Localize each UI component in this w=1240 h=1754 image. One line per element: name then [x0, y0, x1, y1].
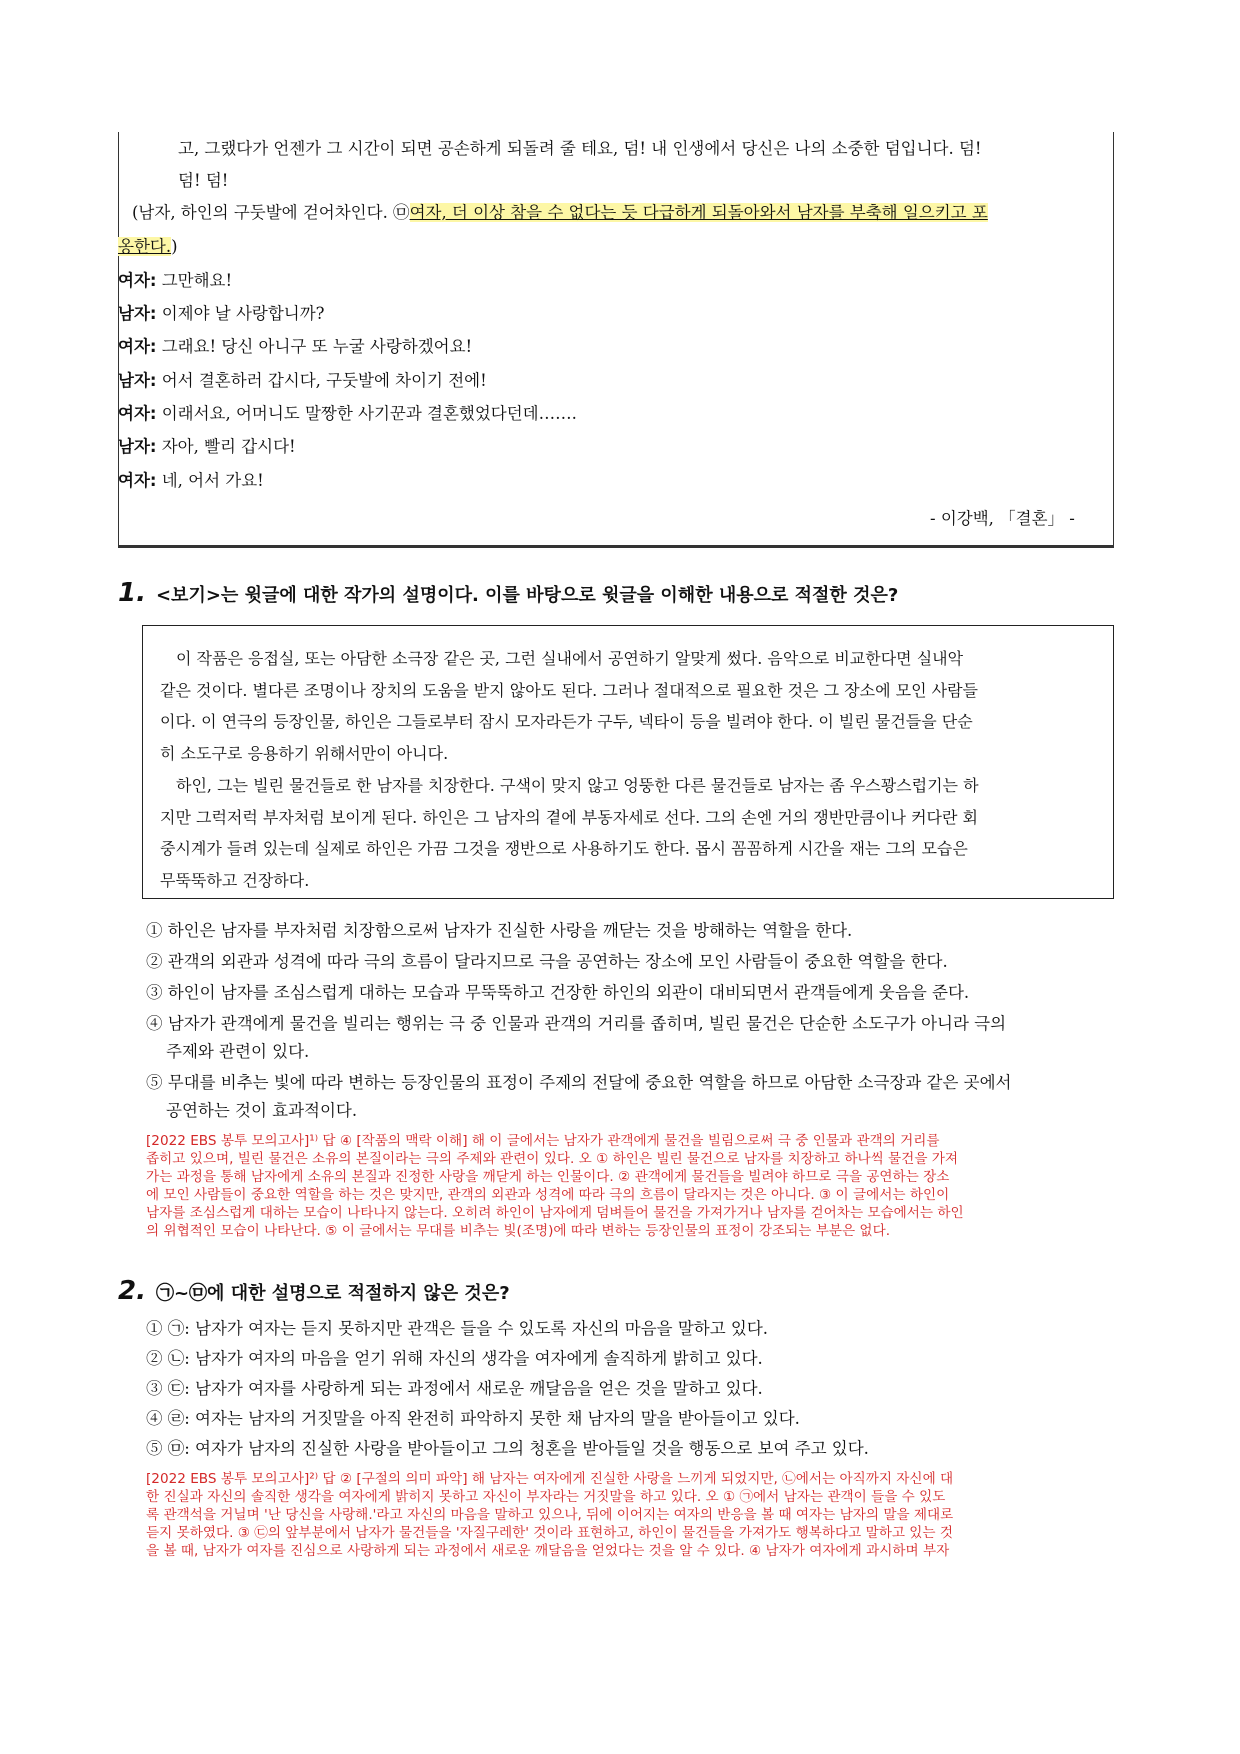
dialogue-line: 여자: 그래요! 당신 아니구 또 누굴 사랑하겠어요! [118, 337, 473, 356]
q2-explanation-line: 록 관객석을 거닐며 '난 당신을 사랑해.'라고 자신의 마음을 말하고 있으나, 뒤에 이어지는 여자의 반응을 볼 때 여자는 남자의 말을 제대로 [146, 1507, 954, 1523]
question-1-stem: 1. <보기>는 윗글에 대한 작가의 설명이다. 이를 바탕으로 윗글을 이해한 내용으로 적절한 것은? [118, 578, 899, 608]
q2-explanation-line: [2022 EBS 봉투 모의고사]²⁾ 답 ② [구절의 의미 파악] 해 남자는 여자에게 진실한 사랑을 느끼게 되었지만, ㉡에서는 아직까지 자신에 대 [146, 1471, 954, 1487]
bogi-line: 무뚝뚝하고 건장하다. [160, 871, 310, 890]
q2-explanation-line: 듣지 못하였다. ③ ㉢의 앞부분에서 남자가 물건들을 '자질구레한' 것이라 표현하고, 하인이 물건들을 가져가도 행복하다고 말하고 있는 것 [146, 1525, 954, 1541]
highlighted-stage-direction: 여자, 더 이상 참을 수 없다는 듯 다급하게 되돌아와서 남자를 부축해 일으키고 포 [409, 203, 988, 222]
dialogue-line: 남자: 어서 결혼하러 갑시다, 구둣발에 차이기 전에! [118, 371, 487, 390]
bogi-line: 지만 그럭저럭 부자처럼 보이게 된다. 하인은 그 남자의 곁에 부동자세로 선다. 그의 손엔 거의 쟁반만큼이나 커다란 회 [160, 808, 978, 827]
bogi-line: 같은 것이다. 별다른 조명이나 장치의 도움을 받지 않아도 된다. 그러나 절대적으로 필요한 것은 그 장소에 모인 사람들 [160, 681, 978, 700]
passage-source: - 이강백, 「결혼」 - [930, 509, 1075, 528]
dialogue-line: 여자: 네, 어서 가요! [118, 471, 264, 490]
q2-explanation-line: 을 볼 때, 남자가 여자를 진심으로 사랑하게 되는 과정에서 새로운 깨달음을 얻었다는 것을 알 수 있다. ④ 남자가 여자에게 과시하며 부자 [146, 1543, 950, 1559]
q1-option-1[interactable]: ① 하인은 남자를 부자처럼 치장함으로써 남자가 진실한 사랑을 깨닫는 것을 방해하는 역할을 한다. [146, 921, 853, 940]
bogi-line: 하인, 그는 빌린 물건들로 한 남자를 치장한다. 구색이 맞지 않고 엉뚱한 다른 물건들로 남자는 좀 우스꽝스럽기는 하 [176, 776, 979, 795]
q2-option-4[interactable]: ④ ㉣: 여자는 남자의 거짓말을 아직 완전히 파악하지 못한 채 남자의 말을 받아들이고 있다. [146, 1409, 800, 1428]
q1-option-3[interactable]: ③ 하인이 남자를 조심스럽게 대하는 모습과 무뚝뚝하고 건장한 하인의 외관이 대비되면서 관객들에게 웃음을 준다. [146, 983, 970, 1002]
q2-explanation-line: 한 진실과 자신의 솔직한 생각을 여자에게 밝히지 못하고 자신이 부자라는 거짓말을 하고 있다. 오 ① ㉠에서 남자는 관객이 들을 수 있도 [146, 1489, 946, 1505]
question-2-stem: 2. ㉠~㉤에 대한 설명으로 적절하지 않은 것은? [118, 1276, 510, 1306]
dialogue-line: 남자: 이제야 날 사랑합니까? [118, 304, 325, 323]
q1-option-4[interactable]: ④ 남자가 관객에게 물건을 빌리는 행위는 극 중 인물과 관객의 거리를 좁히며, 빌린 물건은 단순한 소도구가 아니라 극의 [146, 1014, 1007, 1033]
bogi-line: 중시계가 들려 있는데 실제로 하인은 가끔 그것을 쟁반으로 사용하기도 한다. 몹시 꼼꼼하게 시간을 재는 그의 모습은 [160, 839, 968, 858]
q2-option-2[interactable]: ② ㉡: 남자가 여자의 마음을 얻기 위해 자신의 생각을 여자에게 솔직하게 밝히고 있다. [146, 1349, 763, 1368]
passage-line: 고, 그랬다가 언젠가 그 시간이 되면 공손하게 되돌려 줄 테요, 덤! 내 인생에서 당신은 나의 소중한 덤입니다. 덤! [178, 139, 982, 158]
bogi-line: 이 작품은 응접실, 또는 아담한 소극장 같은 곳, 그런 실내에서 공연하기 알맞게 썼다. 음악으로 비교한다면 실내악 [176, 649, 964, 668]
q1-option-4-cont: 주제와 관련이 있다. [166, 1042, 310, 1061]
q1-explanation-line: 좁히고 있으며, 빌린 물건은 소유의 본질이라는 극의 주제와 관련이 있다. 오 ① 하인은 빌린 물건으로 남자를 치장하고 하나씩 물건을 가져 [146, 1151, 959, 1167]
dialogue-line: 여자: 이래서요, 어머니도 말짱한 사기꾼과 결혼했었다던데……. [118, 404, 577, 423]
passage-line: 옹한다.) [118, 237, 178, 256]
passage-line: (남자, 하인의 구둣발에 걷어차인다. ㉤여자, 더 이상 참을 수 없다는 듯 다급하게 되돌아와서 남자를 부축해 일으키고 포 [132, 203, 988, 222]
passage-line: 덤! 덤! [178, 171, 229, 190]
q1-explanation-line: 에 모인 사람들이 중요한 역할을 하는 것은 맞지만, 관객의 외관과 성격에 따라 극의 흐름이 달라지는 것은 아니다. ③ 이 글에서는 하인이 [146, 1187, 950, 1203]
q2-option-3[interactable]: ③ ㉢: 남자가 여자를 사랑하게 되는 과정에서 새로운 깨달음을 얻은 것을 말하고 있다. [146, 1379, 763, 1398]
q1-option-2[interactable]: ② 관객의 외관과 성격에 따라 극의 흐름이 달라지므로 극을 공연하는 장소에 모인 사람들이 중요한 역할을 한다. [146, 952, 948, 971]
q1-option-5[interactable]: ⑤ 무대를 비추는 빛에 따라 변하는 등장인물의 표정이 주제의 전달에 중요한 역할을 하므로 아담한 소극장과 같은 곳에서 [146, 1073, 1012, 1092]
q1-explanation-line: 의 위협적인 모습이 나타난다. ⑤ 이 글에서는 무대를 비추는 빛(조명)에 따라 변하는 등장인물의 표정이 강조되는 부분은 없다. [146, 1223, 891, 1239]
dialogue-line: 여자: 그만해요! [118, 271, 233, 290]
bogi-line: 이다. 이 연극의 등장인물, 하인은 그들로부터 잠시 모자라든가 구두, 넥타이 등을 빌려야 한다. 이 빌린 물건들을 단순 [160, 712, 973, 731]
q1-explanation-line: [2022 EBS 봉투 모의고사]¹⁾ 답 ④ [작품의 맥락 이해] 해 이 글에서는 남자가 관객에게 물건을 빌림으로써 극 중 인물과 관객의 거리를 [146, 1133, 940, 1149]
dialogue-line: 남자: 자아, 빨리 갑시다! [118, 437, 296, 456]
q1-explanation-line: 가는 과정을 통해 남자에게 소유의 본질과 진정한 사랑을 깨닫게 하는 인물이다. ② 관객에게 물건들을 빌려야 하므로 극을 공연하는 장소 [146, 1169, 950, 1185]
q1-option-5-cont: 공연하는 것이 효과적이다. [166, 1101, 358, 1120]
q1-explanation-line: 남자를 조심스럽게 대하는 모습이 나타나지 않는다. 오히려 하인이 남자에게 덤벼들어 물건을 가져가거나 남자를 걷어차는 모습에서는 하인 [146, 1205, 964, 1221]
q2-option-5[interactable]: ⑤ ㉤: 여자가 남자의 진실한 사랑을 받아들이고 그의 청혼을 받아들일 것을 행동으로 보여 주고 있다. [146, 1439, 869, 1458]
q2-option-1[interactable]: ① ㉠: 남자가 여자는 듣지 못하지만 관객은 들을 수 있도록 자신의 마음을 말하고 있다. [146, 1319, 769, 1338]
bogi-line: 히 소도구로 응용하기 위해서만이 아니다. [160, 744, 449, 763]
